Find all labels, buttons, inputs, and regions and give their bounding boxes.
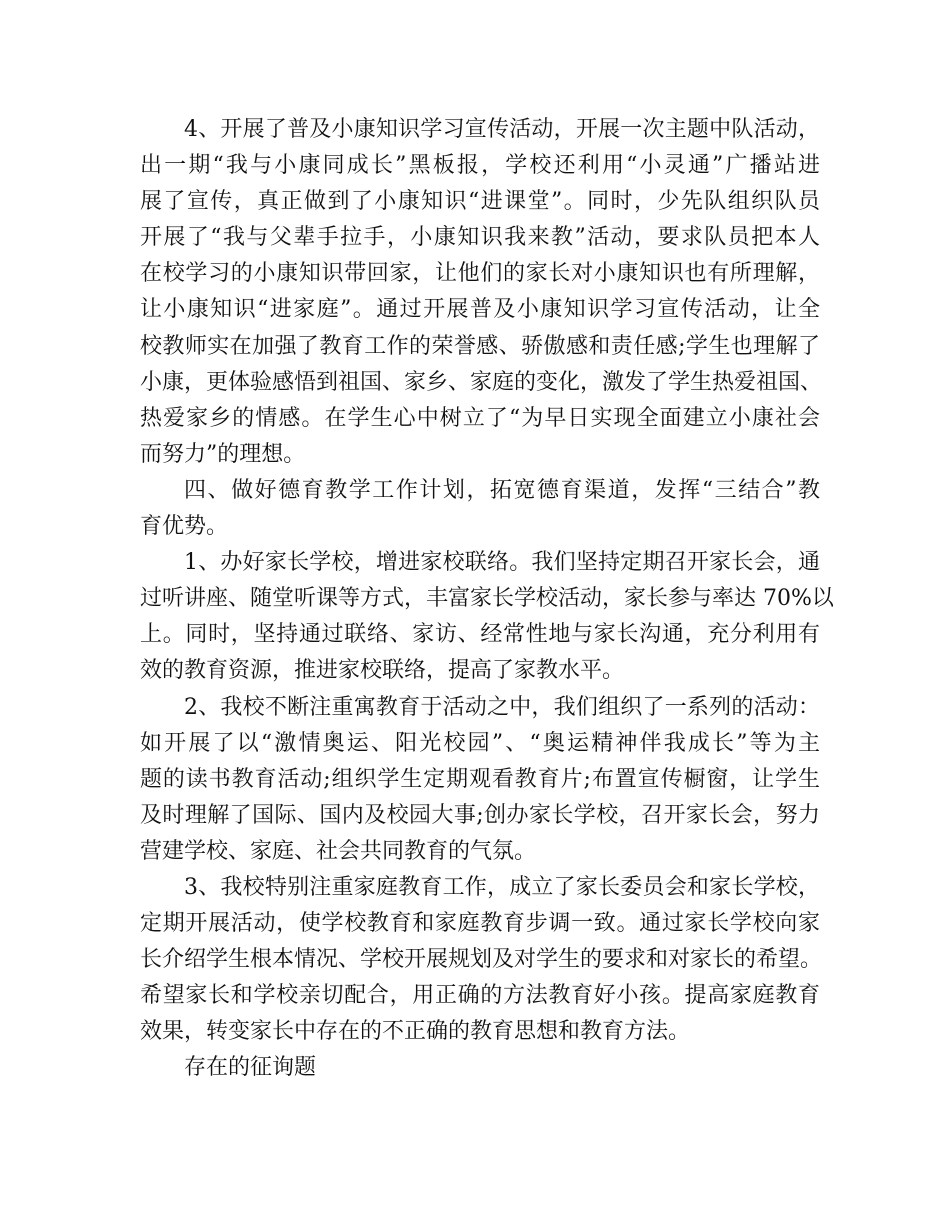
text-line: 开展了“我与父辈手拉手，小康知识我来教”活动，要求队员把本人 [140, 225, 820, 251]
text-line: 效果，转变家长中存在的不正确的教育思想和教育方法。 [140, 1019, 691, 1045]
paragraph-activities [140, 112, 823, 473]
text-line: 让小康知识“进家庭”。通过开展普及小康知识学习宣传活动，让全 [140, 297, 820, 323]
paragraph-family-education [140, 870, 823, 1050]
text-line: 如开展了以“激情奥运、阳光校园”、“奥运精神伴我成长”等为主 [140, 730, 820, 756]
text-line: 效的教育资源，推进家校联络，提高了家教水平。 [140, 658, 625, 684]
section-heading-problems [140, 1050, 820, 1086]
text-line: 上。同时，坚持通过联络、家访、经常性地与家长沟通，充分利用有 [140, 622, 820, 648]
text-line: 长介绍学生根本情况、学校开展规划及对学生的要求和对家长的希望。 [140, 947, 823, 973]
section-heading-four [140, 473, 820, 545]
text-line: 营建学校、家庭、社会共同教育的气氛。 [140, 838, 537, 864]
text-line: 在校学习的小康知识带回家，让他们的家长对小康知识也有所理解， [140, 261, 820, 287]
text-line: 育优势。 [140, 514, 229, 540]
text-line: 校教师实在加强了教育工作的荣誉感、骄傲感和责任感;学生也理解了 [140, 333, 820, 359]
text-line: 3、我校特别注重家庭教育工作，成立了家长委员会和家长学校， [184, 874, 820, 900]
text-line: 题的读书教育活动;组织学生定期观看教育片;布置宣传橱窗，让学生 [140, 766, 820, 792]
text-line: 出一期“我与小康同成长”黑板报，学校还利用“小灵通”广播站进 [140, 153, 820, 179]
text-line: 希望家长和学校亲切配合，用正确的方法教育好小孩。提高家庭教育 [140, 983, 820, 1009]
text-line: 4、开展了普及小康知识学习宣传活动，开展一次主题中队活动， [184, 117, 820, 142]
text-line: 四、做好德育教学工作计划，拓宽德育渠道，发挥“三结合”教 [184, 477, 820, 503]
document-body [140, 112, 834, 1087]
text-line: 热爱家乡的情感。在学生心中树立了“为早日实现全面建立小康社会 [140, 405, 820, 431]
paragraph-parent-school [140, 545, 834, 689]
text-line: 1、办好家长学校，增进家校联络。我们坚持定期召开家长会，通 [184, 550, 820, 576]
paragraph-education-activities [140, 690, 820, 870]
text-line: 及时理解了国际、国内及校园大事;创办家长学校，召开家长会，努力 [140, 802, 820, 828]
text-line: 定期开展活动，使学校教育和家庭教育步调一致。通过家长学校向家 [140, 911, 820, 937]
text-line: 展了宣传，真正做到了小康知识“进课堂”。同时，少先队组织队员 [140, 189, 820, 215]
text-line: 存在的征询题 [184, 1055, 317, 1081]
text-line: 2、我校不断注重寓教育于活动之中，我们组织了一系列的活动： [184, 694, 820, 720]
text-line: 而努力”的理想。 [140, 441, 306, 467]
text-line: 过听讲座、随堂听课等方式，丰富家长学校活动，家长参与率达 70%以 [140, 586, 834, 612]
text-line: 小康，更体验感悟到祖国、家乡、家庭的变化，激发了学生热爱祖国、 [140, 369, 823, 395]
